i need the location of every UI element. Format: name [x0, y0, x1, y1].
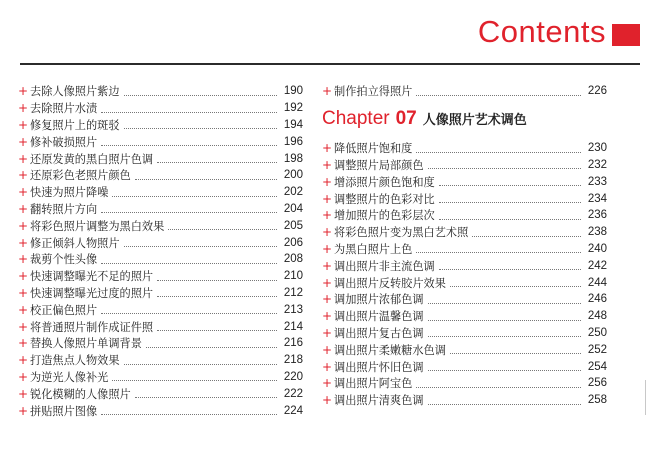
toc-entry-page: 222 [283, 387, 303, 400]
dot-leader [428, 303, 581, 304]
toc-entry[interactable] [322, 257, 607, 274]
toc-entry-page: 200 [283, 169, 303, 182]
plus-icon: + [322, 141, 333, 156]
plus-icon: + [322, 157, 333, 172]
toc-entry[interactable] [18, 402, 303, 419]
dot-leader [416, 152, 581, 153]
toc-entry-title: 快速为照片降噪 [30, 186, 109, 200]
plus-icon: + [322, 241, 333, 256]
dot-leader [124, 95, 277, 96]
dot-leader [428, 336, 581, 337]
plus-icon: + [322, 174, 333, 189]
chapter-number: 07 [395, 107, 417, 129]
toc-entry-page: 206 [283, 236, 303, 249]
toc-entry[interactable] [322, 157, 607, 174]
toc-right-column [322, 83, 607, 409]
toc-entry[interactable] [322, 224, 607, 241]
toc-entry-page: 212 [283, 286, 303, 299]
plus-icon: + [322, 225, 333, 240]
toc-entry-page: 216 [283, 337, 303, 350]
toc-entry[interactable] [322, 274, 607, 291]
toc-entry[interactable] [18, 167, 303, 184]
dot-leader [439, 219, 581, 220]
toc-entry-title: 调出照片反转胶片效果 [334, 276, 446, 290]
toc-entry[interactable] [18, 369, 303, 386]
toc-entry-page: 213 [283, 303, 303, 316]
toc-entry-title: 为黑白照片上色 [334, 242, 413, 256]
toc-entry[interactable] [18, 217, 303, 234]
toc-entry[interactable] [18, 117, 303, 134]
dot-leader [157, 330, 277, 331]
toc-entry-title: 去除照片水渍 [30, 102, 98, 116]
dot-leader [428, 370, 581, 371]
toc-entry-title: 调整照片的色彩对比 [334, 192, 435, 206]
plus-icon: + [18, 336, 29, 351]
dot-leader [101, 145, 277, 146]
plus-icon: + [18, 84, 29, 99]
toc-entry-page: 252 [587, 343, 607, 356]
toc-entry-title: 校正偏色照片 [30, 303, 98, 317]
dot-leader [450, 286, 581, 287]
dot-leader [101, 212, 277, 213]
toc-entry-page: 242 [587, 259, 607, 272]
toc-entry-page: 224 [283, 404, 303, 417]
toc-entry-page: 192 [283, 102, 303, 115]
toc-entry-title: 还原发黄的黑白照片色调 [30, 152, 154, 166]
chapter-title: 人像照片艺术调色 [422, 112, 527, 128]
dot-leader [135, 397, 277, 398]
toc-entry-page: 196 [283, 135, 303, 148]
plus-icon: + [18, 353, 29, 368]
toc-entry-page: 214 [283, 320, 303, 333]
plus-icon: + [18, 185, 29, 200]
toc-entry-page: 226 [587, 85, 607, 98]
toc-entry-page: 204 [283, 202, 303, 215]
toc-entry-page: 256 [587, 377, 607, 390]
toc-entry-title: 去除人像照片紫边 [30, 85, 120, 99]
plus-icon: + [18, 151, 29, 166]
toc-entry-title: 将彩色照片调整为黑白效果 [30, 219, 165, 233]
toc-entry-page: 233 [587, 175, 607, 188]
toc-entry[interactable] [322, 83, 607, 100]
toc-entry-title: 为逆光人像补光 [30, 370, 109, 384]
toc-entry-page: 194 [283, 118, 303, 131]
dot-leader [101, 414, 277, 415]
dot-leader [157, 162, 277, 163]
plus-icon: + [18, 252, 29, 267]
toc-entry[interactable] [322, 173, 607, 190]
toc-entry-page: 240 [587, 242, 607, 255]
toc-entry[interactable] [18, 100, 303, 117]
toc-entry[interactable] [322, 392, 607, 409]
plus-icon: + [322, 376, 333, 391]
plus-icon: + [322, 325, 333, 340]
toc-entry-title: 打造焦点人物效果 [30, 354, 120, 368]
plus-icon: + [322, 258, 333, 273]
toc-entry-page: 254 [587, 360, 607, 373]
toc-entry-title: 翻转照片方向 [30, 202, 98, 216]
plus-icon: + [322, 191, 333, 206]
dot-leader [439, 185, 581, 186]
toc-entry-title: 调出照片怀旧色调 [334, 360, 424, 374]
toc-entry[interactable] [322, 140, 607, 157]
toc-entry-title: 调出照片柔嫩糖水色调 [334, 343, 446, 357]
dot-leader [450, 353, 581, 354]
toc-entry-title: 调出照片阿宝色 [334, 377, 413, 391]
toc-entry-title: 裁剪个性头像 [30, 253, 98, 267]
dot-leader [146, 347, 277, 348]
plus-icon: + [18, 269, 29, 284]
toc-entry[interactable] [18, 285, 303, 302]
plus-icon: + [322, 393, 333, 408]
plus-icon: + [322, 342, 333, 357]
dot-leader [135, 179, 277, 180]
toc-entry[interactable] [18, 133, 303, 150]
plus-icon: + [18, 101, 29, 116]
chapter-heading [322, 108, 607, 130]
toc-entry-title: 修补破损照片 [30, 135, 98, 149]
toc-entry-title: 调出照片复古色调 [334, 326, 424, 340]
toc-entry-page: 258 [587, 394, 607, 407]
dot-leader [101, 263, 277, 264]
toc-entry-page: 202 [283, 186, 303, 199]
dot-leader [101, 313, 277, 314]
toc-entry-title: 调出照片温馨色调 [334, 310, 424, 324]
toc-entry-page: 234 [587, 192, 607, 205]
toc-entry-page: 250 [587, 326, 607, 339]
dot-leader [124, 364, 277, 365]
toc-entry-page: 218 [283, 354, 303, 367]
toc-entry-title: 快速调整曝光不足的照片 [30, 270, 154, 284]
dot-leader [101, 112, 277, 113]
toc-entry-page: 246 [587, 293, 607, 306]
dot-leader [428, 404, 581, 405]
toc-entry-title: 还原彩色老照片颜色 [30, 169, 131, 183]
toc-entry[interactable] [18, 251, 303, 268]
dot-leader [112, 380, 277, 381]
toc-entry-page: 198 [283, 152, 303, 165]
plus-icon: + [322, 292, 333, 307]
dot-leader [439, 269, 581, 270]
toc-entry-title: 修正倾斜人物照片 [30, 236, 120, 250]
plus-icon: + [322, 84, 333, 99]
contents-title: Contents [477, 14, 606, 49]
chapter-label: Chapter [322, 107, 390, 129]
contents-header [478, 14, 640, 50]
dot-leader [168, 229, 277, 230]
toc-entry[interactable] [18, 201, 303, 218]
toc-entry[interactable] [18, 301, 303, 318]
plus-icon: + [322, 275, 333, 290]
toc-entry-page: 236 [587, 209, 607, 222]
plus-icon: + [18, 369, 29, 384]
plus-icon: + [18, 168, 29, 183]
plus-icon: + [322, 309, 333, 324]
toc-entry-page: 248 [587, 310, 607, 323]
plus-icon: + [322, 208, 333, 223]
toc-entry[interactable] [322, 325, 607, 342]
toc-entry-page: 238 [587, 226, 607, 239]
plus-icon: + [18, 235, 29, 250]
toc-entry-page: 205 [283, 219, 303, 232]
dot-leader [428, 168, 581, 169]
toc-entry[interactable] [322, 308, 607, 325]
toc-entry[interactable] [322, 207, 607, 224]
dot-leader [428, 320, 581, 321]
toc-entry-title: 锐化模糊的人像照片 [30, 387, 131, 401]
red-square-icon [612, 24, 640, 46]
toc-entry[interactable] [18, 234, 303, 251]
dot-leader [157, 296, 277, 297]
toc-entry[interactable] [322, 190, 607, 207]
plus-icon: + [18, 218, 29, 233]
header-divider [20, 63, 640, 65]
toc-entry-title: 调出照片清爽色调 [334, 394, 424, 408]
dot-leader [112, 196, 277, 197]
toc-entry-title: 调出照片非主流色调 [334, 259, 435, 273]
toc-entry-page: 220 [283, 370, 303, 383]
toc-entry-page: 244 [587, 276, 607, 289]
plus-icon: + [18, 386, 29, 401]
toc-entry[interactable] [18, 184, 303, 201]
toc-entry-title: 快速调整曝光过度的照片 [30, 286, 154, 300]
toc-entry-title: 将普通照片制作成证件照 [30, 320, 154, 334]
toc-entry-page: 230 [587, 142, 607, 155]
toc-entry[interactable] [18, 83, 303, 100]
dot-leader [439, 202, 581, 203]
plus-icon: + [322, 359, 333, 374]
toc-left-column [18, 83, 303, 419]
toc-entry[interactable] [322, 341, 607, 358]
plus-icon: + [18, 302, 29, 317]
dot-leader [416, 252, 581, 253]
toc-entry-title: 调加照片浓郁色调 [334, 293, 424, 307]
toc-entry-page: 190 [283, 85, 303, 98]
toc-entry[interactable] [18, 335, 303, 352]
toc-entry[interactable] [322, 291, 607, 308]
plus-icon: + [18, 285, 29, 300]
toc-entry[interactable] [322, 358, 607, 375]
toc-entry-title: 将彩色照片变为黑白艺术照 [334, 226, 469, 240]
toc-entry[interactable] [322, 375, 607, 392]
toc-entry[interactable] [18, 352, 303, 369]
toc-entry[interactable] [18, 268, 303, 285]
toc-entry[interactable] [18, 150, 303, 167]
toc-entry-title: 调整照片局部颜色 [334, 158, 424, 172]
toc-entry-title: 替换人像照片单调背景 [30, 337, 142, 351]
dot-leader [124, 246, 277, 247]
toc-entry-page: 210 [283, 270, 303, 283]
toc-entry-page: 208 [283, 253, 303, 266]
toc-entry[interactable] [322, 241, 607, 258]
dot-leader [416, 95, 581, 96]
toc-entry[interactable] [18, 318, 303, 335]
dot-leader [416, 387, 581, 388]
dot-leader [472, 236, 581, 237]
dot-leader [157, 280, 277, 281]
chapter-entries [322, 140, 607, 409]
plus-icon: + [18, 117, 29, 132]
toc-entry-title: 增添照片颜色饱和度 [334, 175, 435, 189]
toc-entry-title: 制作拍立得照片 [334, 85, 413, 99]
plus-icon: + [18, 201, 29, 216]
plus-icon: + [18, 403, 29, 418]
toc-entry-title: 降低照片饱和度 [334, 142, 413, 156]
plus-icon: + [18, 134, 29, 149]
dot-leader [124, 128, 277, 129]
page-edge-mark [645, 380, 646, 415]
plus-icon: + [18, 319, 29, 334]
toc-entry-title: 修复照片上的斑驳 [30, 118, 120, 132]
toc-entry-title: 增加照片的色彩层次 [334, 209, 435, 223]
toc-entry[interactable] [18, 385, 303, 402]
toc-entry-page: 232 [587, 158, 607, 171]
toc-entry-title: 拼贴照片图像 [30, 404, 98, 418]
